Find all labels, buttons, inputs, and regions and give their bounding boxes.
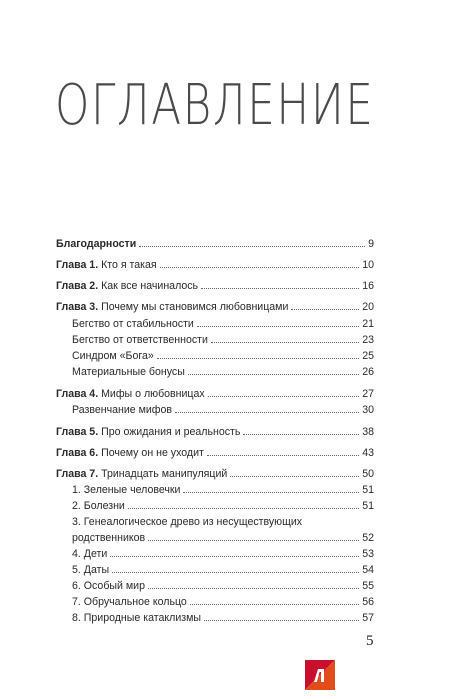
- toc-page-number: 38: [362, 426, 374, 438]
- toc-subentry: [72, 596, 374, 609]
- toc-entry: [56, 238, 374, 251]
- toc-page-number: 52: [362, 532, 374, 544]
- toc-entry: [56, 301, 374, 314]
- dot-leader: [183, 492, 359, 493]
- toc-page-number: 53: [362, 548, 374, 560]
- toc-entry: [56, 388, 374, 401]
- toc-entry: [56, 447, 374, 460]
- toc-subentry: [72, 484, 374, 497]
- toc-subentry: [72, 564, 374, 577]
- toc-entry-label: Материальные бонусы: [72, 366, 185, 378]
- toc-entry-label: 1. Зеленые человечки: [72, 484, 181, 496]
- toc-page-number: 51: [362, 484, 374, 496]
- dot-leader: [148, 588, 359, 589]
- dot-leader: [157, 358, 359, 359]
- toc-entry-label: Глава 1. Кто я такая: [56, 259, 157, 271]
- toc-entry-label: Глава 5. Про ожидания и реальность: [56, 426, 241, 438]
- dot-leader: [243, 434, 359, 435]
- toc-entry-label: Глава 3. Почему мы становимся любовницами: [56, 301, 289, 313]
- toc-entry: [56, 468, 374, 481]
- dot-leader: [211, 342, 359, 343]
- toc-entry-label: Глава 6. Почему он не уходит: [56, 447, 204, 459]
- toc-subentry: [72, 580, 374, 593]
- toc-page-number: 25: [362, 350, 374, 362]
- toc-subentry-line: 3. Генеалогическое древо из несуществующих: [72, 516, 303, 528]
- toc-entry-label: Глава 4. Мифы о любовницах: [56, 388, 205, 400]
- toc-page-number: 50: [362, 468, 374, 480]
- toc-entry-label: 5. Даты: [72, 564, 110, 576]
- toc-entry-label: родственников: [72, 532, 146, 544]
- toc-page-number: 43: [362, 447, 374, 459]
- toc-page-number: 21: [362, 318, 374, 330]
- dot-leader: [188, 374, 359, 375]
- toc-subentry: [72, 334, 374, 347]
- dot-leader: [148, 540, 359, 541]
- dot-leader: [190, 604, 359, 605]
- page-title: ОГЛАВЛЕНИЕ: [55, 73, 375, 138]
- toc-page-number: 10: [362, 259, 374, 271]
- toc-page-number: 51: [362, 500, 374, 512]
- toc-subentry: [72, 612, 374, 625]
- dot-leader: [110, 556, 359, 557]
- toc-entry-label: Бегство от ответственности: [72, 334, 208, 346]
- toc-entry: [56, 259, 374, 272]
- toc-entry-label: 4. Дети: [72, 548, 108, 560]
- toc-page-number: 20: [362, 301, 374, 313]
- dot-leader: [230, 476, 359, 477]
- toc-subentry: [72, 350, 374, 363]
- dot-leader: [139, 246, 365, 247]
- toc-entry: [56, 280, 374, 293]
- toc-entry-label: Развенчание мифов: [72, 404, 173, 416]
- toc-subentry: [72, 532, 374, 545]
- toc-entry-label: 2. Болезни: [72, 500, 125, 512]
- toc-page-number: 57: [362, 612, 374, 624]
- toc-subentry: [72, 404, 374, 417]
- toc-page-number: 55: [362, 580, 374, 592]
- toc-entry-label: Синдром «Бога»: [72, 350, 154, 362]
- toc-entry-label: 8. Природные катаклизмы: [72, 612, 201, 624]
- toc-page-number: 23: [362, 334, 374, 346]
- toc-page-number: 56: [362, 596, 374, 608]
- toc-subentry: [72, 548, 374, 561]
- toc-entry-label: 7. Обручальное кольцо: [72, 596, 187, 608]
- toc-entry-label: Благодарности: [56, 238, 137, 250]
- toc-entry: [56, 426, 374, 439]
- dot-leader: [208, 396, 360, 397]
- publisher-logo-icon: [305, 660, 335, 690]
- dot-leader: [175, 412, 359, 413]
- dot-leader: [291, 309, 359, 310]
- dot-leader: [201, 288, 359, 289]
- toc-entry-label: Глава 7. Тринадцать манипуляций: [56, 468, 228, 480]
- dot-leader: [160, 267, 360, 268]
- toc-page-number: 30: [362, 404, 374, 416]
- toc-page-number: 26: [362, 366, 374, 378]
- dot-leader: [128, 508, 359, 509]
- toc-page-number: 9: [368, 238, 374, 250]
- dot-leader: [197, 326, 359, 327]
- toc-entry-label: Глава 2. Как все начиналось: [56, 280, 199, 292]
- toc-page-number: 27: [362, 388, 374, 400]
- toc-subentry: [72, 318, 374, 331]
- toc-page-number: 54: [362, 564, 374, 576]
- toc-subentry: [72, 366, 374, 379]
- toc-page-number: 16: [362, 280, 374, 292]
- dot-leader: [204, 620, 359, 621]
- page-number: 5: [366, 633, 374, 649]
- toc-subentry: [72, 500, 374, 513]
- dot-leader: [207, 455, 359, 456]
- dot-leader: [112, 572, 359, 573]
- toc-entry-label: Бегство от стабильности: [72, 318, 194, 330]
- toc-entry-label: 6. Особый мир: [72, 580, 145, 592]
